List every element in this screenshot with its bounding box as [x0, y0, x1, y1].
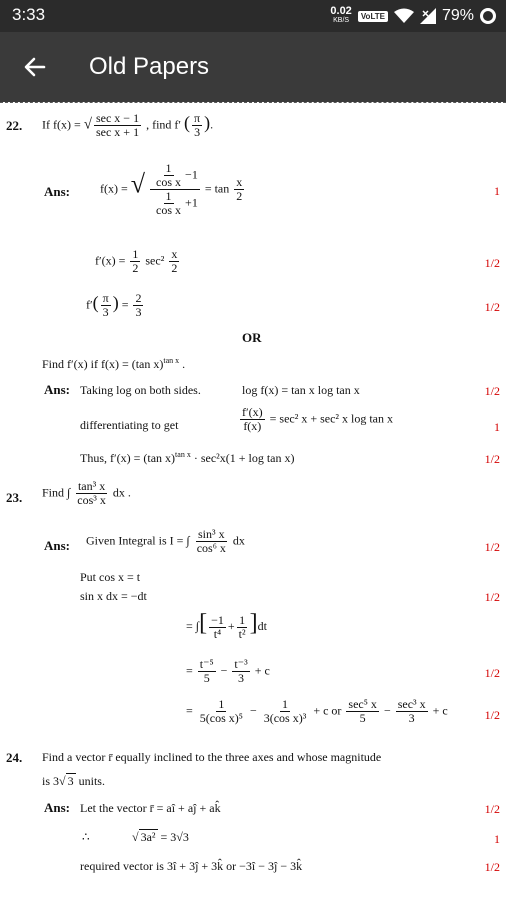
q22-line3: f′( $\frac{\pi}{3}$ ) = $\frac{2}{3}$: [86, 291, 142, 319]
q23-line4: = $\frac{\text{t⁻⁵}}{5}$ − $\frac{\text{t⁻³}}{3}$ + c: [186, 657, 270, 685]
q22-alt-line3: Thus, f′(x) = (tan x)$^{tan x}$ · sec²x(1 + log tan x): [80, 450, 295, 465]
mark: 1/2: [484, 666, 500, 680]
q23-line2b: sin x dx = −dt: [80, 589, 147, 603]
mark: 1/2: [484, 540, 500, 554]
q22-line1: f(x) = √ $\frac{1}{\text{cos x}}$ −1 $\frac{1}{\text{cos x}}$ +1 = tan $\frac{x}{2}$: [100, 161, 243, 217]
mark: 1/2: [484, 708, 500, 722]
status-icons: [330, 4, 496, 28]
q24-line1: Let the vector r̄ = aî + aĵ + ak̂: [80, 801, 221, 815]
mark: 1/2: [484, 300, 500, 314]
status-time: 3:33: [12, 5, 46, 24]
mark: 1/2: [484, 802, 500, 816]
q22-alt-line2-right: $\frac{f'(x)}{f(x)}$ = sec² x + sec² x log tan x: [242, 405, 393, 433]
q22-alt-line2-left: differentiating to get: [80, 418, 179, 432]
mark: 1/2: [484, 452, 500, 466]
back-button[interactable]: [20, 52, 50, 82]
volte-badge: VoLTE: [358, 11, 388, 22]
signal-icon: [420, 8, 436, 24]
q22-alt-line1-left: Taking log on both sides.: [80, 383, 201, 397]
q23-line2a: Put cos x = t: [80, 570, 141, 584]
answer-label: Ans:: [44, 382, 71, 397]
mark: 1/2: [484, 860, 500, 874]
mark: 1/2: [484, 590, 500, 604]
mark: 1/2: [484, 256, 500, 270]
mark: 1: [494, 420, 500, 434]
paper-content[interactable]: [0, 102, 506, 900]
answer-label: Ans:: [44, 538, 71, 553]
q24-line2-symbol: ∴: [82, 830, 90, 844]
network-speed: 0.02 KB/S: [330, 5, 352, 24]
question-23-prompt: Find ∫ $\frac{\text{tan³ x}}{\text{cos³ x}}$ dx .: [42, 479, 131, 507]
mark: 1: [494, 832, 500, 846]
answer-label: Ans:: [44, 184, 71, 199]
mark: 1: [494, 184, 500, 198]
or-separator: OR: [242, 330, 262, 345]
wifi-icon: [394, 8, 414, 24]
top-divider: [0, 102, 506, 103]
status-bar: [0, 0, 506, 32]
answer-label: Ans:: [44, 800, 71, 815]
q22-line2: f′(x) = $\frac{1}{2}$ sec² $\frac{x}{2}$: [95, 247, 178, 275]
q24-line3: required vector is 3î + 3ĵ + 3k̂ or −3î − 3ĵ − 3k̂: [80, 859, 303, 873]
question-number: 24.: [6, 750, 23, 765]
app-bar: [0, 32, 506, 102]
q23-line3: = ∫[ $\frac{-1}{\text{t⁴}}$ + $\frac{1}{\text{t²}}$ ]dt: [186, 610, 267, 641]
question-24-prompt-line2: is 3√ 3 units.: [42, 774, 105, 788]
arrow-left-icon: [23, 55, 47, 79]
q24-line2: √ 3a² = 3√3: [132, 830, 189, 844]
q22-alt-line1-right: log f(x) = tan x log tan x: [242, 383, 360, 397]
battery-percent: 79%: [441, 7, 474, 24]
question-22-prompt: If f(x) = √ $\frac{\text{sec x − 1}}{\text{sec x + 1}}$ , find f′ ( $\frac{\pi}{3}$ ).: [42, 111, 214, 139]
page-title: Old Papers: [89, 53, 210, 80]
q22-alt-prompt: Find f′(x) if f(x) = (tan x)$^{tan x}$ .: [42, 356, 186, 371]
question-number: 23.: [6, 490, 23, 505]
battery-icon: [480, 8, 496, 24]
question-number: 22.: [6, 118, 23, 133]
question-24-prompt-line1: Find a vector r̄ equally inclined to the three axes and whose magnitude: [42, 750, 382, 764]
mark: 1/2: [484, 384, 500, 398]
q23-line1: Given Integral is I = ∫ $\frac{\text{sin³ x}}{\text{cos⁶ x}}$ dx: [86, 527, 245, 555]
q23-line5: = $\frac{1}{\text{5(cos x)⁵}}$ − $\frac{1}{\text{3(cos x)³}}$ + c or $\frac{\text{sec⁵ x}}{5}$ − $\frac{\text{sec³ x}}{3}$ + c: [186, 697, 448, 725]
